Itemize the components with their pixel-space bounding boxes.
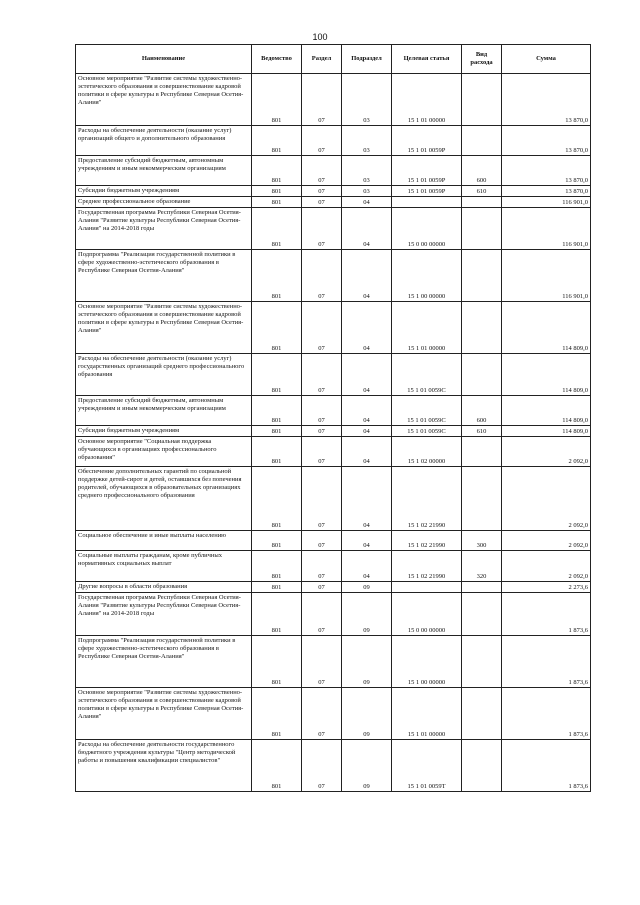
row-vid <box>462 208 502 250</box>
row-name: Расходы на обеспечение деятельности (оказание услуг) организаций общего и дополнительного образования <box>76 126 252 156</box>
row-vid: 600 <box>462 156 502 186</box>
row-podrazdel: 03 <box>342 156 392 186</box>
row-razdel: 07 <box>302 156 342 186</box>
row-statya: 15 1 01 0059С <box>392 426 462 437</box>
row-summa: 114 809,0 <box>502 396 591 426</box>
row-vedomstvo: 801 <box>252 197 302 208</box>
row-summa: 2 092,0 <box>502 467 591 531</box>
row-vid <box>462 126 502 156</box>
table-row <box>76 636 591 688</box>
row-razdel: 07 <box>302 250 342 302</box>
row-vid: 300 <box>462 531 502 551</box>
row-podrazdel: 04 <box>342 437 392 467</box>
budget-table <box>75 44 591 792</box>
row-name: Предоставление субсидий бюджетным, автономным учреждениям и иным некоммерческим организациям <box>76 396 252 426</box>
table-row <box>76 396 591 426</box>
row-name: Другие вопросы в области образования <box>76 582 252 593</box>
row-statya <box>392 197 462 208</box>
row-vedomstvo: 801 <box>252 688 302 740</box>
row-summa: 1 873,6 <box>502 688 591 740</box>
row-statya: 15 0 00 00000 <box>392 208 462 250</box>
row-podrazdel: 09 <box>342 582 392 593</box>
row-razdel: 07 <box>302 302 342 354</box>
row-vid <box>462 636 502 688</box>
row-name: Основное мероприятие "Развитие системы художественно- эстетического образования и совершенствование кадровой политики в сфере культуры в Республике Северная Осетия-Алания" <box>76 74 252 126</box>
row-statya: 15 1 01 00000 <box>392 302 462 354</box>
row-vid <box>462 354 502 396</box>
table-row <box>76 531 591 551</box>
row-name: Государственная программа Республики Северная Осетия-Алания "Развитие культуры Республики Северная Осетия-Алания" на 2014-2018 годы <box>76 208 252 250</box>
row-podrazdel: 04 <box>342 467 392 531</box>
row-summa: 2 273,6 <box>502 582 591 593</box>
header-name: Наименование <box>76 45 252 74</box>
row-vedomstvo: 801 <box>252 250 302 302</box>
row-vedomstvo: 801 <box>252 593 302 636</box>
header-vedomstvo: Ведомство <box>252 45 302 74</box>
row-vid: 610 <box>462 186 502 197</box>
row-summa: 116 901,0 <box>502 197 591 208</box>
row-razdel: 07 <box>302 74 342 126</box>
row-razdel: 07 <box>302 437 342 467</box>
row-name: Основное мероприятие "Развитие системы художественно-эстетического образования и совершенствование кадровой политики в сфере культуры в Республике Северная Осетия-Алания" <box>76 688 252 740</box>
header-razdel: Раздел <box>302 45 342 74</box>
row-statya: 15 1 01 0059С <box>392 354 462 396</box>
row-vid <box>462 467 502 531</box>
row-summa: 114 809,0 <box>502 354 591 396</box>
header-summa: Сумма <box>502 45 591 74</box>
row-name: Основное мероприятие "Социальная поддержка обучающихся в организациях профессионального образования" <box>76 437 252 467</box>
row-summa: 116 901,0 <box>502 208 591 250</box>
table-row <box>76 354 591 396</box>
row-summa: 2 092,0 <box>502 531 591 551</box>
page-number: 100 <box>312 32 328 42</box>
row-summa: 13 870,0 <box>502 126 591 156</box>
row-vedomstvo: 801 <box>252 208 302 250</box>
row-razdel: 07 <box>302 531 342 551</box>
row-vid <box>462 74 502 126</box>
table-row <box>76 302 591 354</box>
row-name: Основное мероприятие "Развитие системы художественно-эстетического образования и совершенствование кадровой политики в сфере культуры в Республике Северная Осетия-Алания" <box>76 302 252 354</box>
row-vid <box>462 593 502 636</box>
row-vid <box>462 437 502 467</box>
header-statya: Целевая статья <box>392 45 462 74</box>
table-row <box>76 156 591 186</box>
header-podrazdel: Подраздел <box>342 45 392 74</box>
row-razdel: 07 <box>302 208 342 250</box>
row-statya: 15 1 01 0059Р <box>392 126 462 156</box>
table-row <box>76 126 591 156</box>
header-vid: Вид расхода <box>462 45 502 74</box>
row-razdel: 07 <box>302 740 342 792</box>
table-row <box>76 688 591 740</box>
row-name: Субсидии бюджетным учреждениям <box>76 426 252 437</box>
row-vedomstvo: 801 <box>252 582 302 593</box>
row-statya: 15 1 01 00000 <box>392 688 462 740</box>
row-name: Государственная программа Республики Северная Осетия-Алания "Развитие культуры Республики Северная Осетия-Алания" на 2014-2018 годы <box>76 593 252 636</box>
row-podrazdel: 03 <box>342 74 392 126</box>
row-name: Предоставление субсидий бюджетным, автономным учреждениям и иным некоммерческим организациям <box>76 156 252 186</box>
row-razdel: 07 <box>302 593 342 636</box>
row-razdel: 07 <box>302 426 342 437</box>
row-statya: 15 1 02 21990 <box>392 467 462 531</box>
row-statya: 15 1 00 00000 <box>392 250 462 302</box>
row-statya: 15 1 02 21990 <box>392 551 462 582</box>
row-statya: 15 1 02 00000 <box>392 437 462 467</box>
table-row <box>76 467 591 531</box>
row-statya: 15 1 02 21990 <box>392 531 462 551</box>
row-summa: 1 873,6 <box>502 740 591 792</box>
row-summa: 2 092,0 <box>502 551 591 582</box>
row-vid: 320 <box>462 551 502 582</box>
row-vedomstvo: 801 <box>252 396 302 426</box>
row-podrazdel: 04 <box>342 551 392 582</box>
table-row <box>76 437 591 467</box>
row-summa: 116 901,0 <box>502 250 591 302</box>
table-row <box>76 186 591 197</box>
row-podrazdel: 09 <box>342 688 392 740</box>
row-vedomstvo: 801 <box>252 74 302 126</box>
table-row <box>76 582 591 593</box>
row-name: Обеспечение дополнительных гарантий по социальной поддержке детей-сирот и детей, оставшихся без попечения родителей, обучающихся в образовательных организациях среднего профессионального образования <box>76 467 252 531</box>
table-row <box>76 250 591 302</box>
table-row <box>76 740 591 792</box>
row-vid <box>462 740 502 792</box>
row-name: Подпрограмма "Реализация государственной политики в сфере художественно-эстетического образования в Республике Северная Осетия-Алания" <box>76 636 252 688</box>
row-podrazdel: 03 <box>342 126 392 156</box>
row-summa: 114 809,0 <box>502 302 591 354</box>
row-podrazdel: 09 <box>342 636 392 688</box>
row-vid <box>462 688 502 740</box>
row-summa: 13 870,0 <box>502 186 591 197</box>
row-razdel: 07 <box>302 688 342 740</box>
row-vid: 600 <box>462 396 502 426</box>
row-podrazdel: 04 <box>342 250 392 302</box>
table-header-row <box>76 45 591 74</box>
row-name: Социальные выплаты гражданам, кроме публичных нормативных социальных выплат <box>76 551 252 582</box>
row-vedomstvo: 801 <box>252 186 302 197</box>
row-name: Среднее профессиональное образование <box>76 197 252 208</box>
row-podrazdel: 04 <box>342 396 392 426</box>
row-podrazdel: 04 <box>342 197 392 208</box>
row-vedomstvo: 801 <box>252 426 302 437</box>
row-summa: 114 809,0 <box>502 426 591 437</box>
row-razdel: 07 <box>302 197 342 208</box>
row-statya <box>392 582 462 593</box>
row-podrazdel: 09 <box>342 593 392 636</box>
row-vid: 610 <box>462 426 502 437</box>
row-podrazdel: 04 <box>342 426 392 437</box>
row-razdel: 07 <box>302 126 342 156</box>
row-vedomstvo: 801 <box>252 126 302 156</box>
row-summa: 1 873,6 <box>502 636 591 688</box>
row-vedomstvo: 801 <box>252 467 302 531</box>
table-row <box>76 593 591 636</box>
row-name: Расходы на обеспечение деятельности государственного бюджетного учреждения культуры "Центр методической работы и повышения квалификации специалистов" <box>76 740 252 792</box>
row-vid <box>462 197 502 208</box>
row-podrazdel: 09 <box>342 740 392 792</box>
row-vid <box>462 582 502 593</box>
table-row <box>76 551 591 582</box>
row-vedomstvo: 801 <box>252 354 302 396</box>
row-name: Расходы на обеспечение деятельности (оказание услуг) государственных организаций среднего профессионального образования <box>76 354 252 396</box>
row-razdel: 07 <box>302 396 342 426</box>
row-razdel: 07 <box>302 582 342 593</box>
row-vedomstvo: 801 <box>252 302 302 354</box>
row-vedomstvo: 801 <box>252 551 302 582</box>
table-row <box>76 197 591 208</box>
row-razdel: 07 <box>302 186 342 197</box>
table-row <box>76 74 591 126</box>
row-summa: 2 092,0 <box>502 437 591 467</box>
row-podrazdel: 04 <box>342 531 392 551</box>
row-vid <box>462 250 502 302</box>
row-name: Подпрограмма "Реализация государственной политики в сфере художественно-эстетического образования в Республике Северная Осетия-Алания" <box>76 250 252 302</box>
row-podrazdel: 04 <box>342 208 392 250</box>
row-razdel: 07 <box>302 467 342 531</box>
row-name: Социальное обеспечение и иные выплаты населению <box>76 531 252 551</box>
row-statya: 15 1 01 00000 <box>392 74 462 126</box>
row-statya: 15 1 01 0059Р <box>392 186 462 197</box>
row-summa: 1 873,6 <box>502 593 591 636</box>
row-statya: 15 1 01 0059Т <box>392 740 462 792</box>
row-razdel: 07 <box>302 636 342 688</box>
row-podrazdel: 04 <box>342 354 392 396</box>
row-vedomstvo: 801 <box>252 740 302 792</box>
row-vedomstvo: 801 <box>252 437 302 467</box>
row-statya: 15 1 01 0059Р <box>392 156 462 186</box>
table-row <box>76 426 591 437</box>
row-razdel: 07 <box>302 354 342 396</box>
row-name: Субсидии бюджетным учреждениям <box>76 186 252 197</box>
row-vedomstvo: 801 <box>252 156 302 186</box>
row-vid <box>462 302 502 354</box>
row-summa: 13 870,0 <box>502 74 591 126</box>
row-statya: 15 0 00 00000 <box>392 593 462 636</box>
row-podrazdel: 04 <box>342 302 392 354</box>
row-summa: 13 870,0 <box>502 156 591 186</box>
row-razdel: 07 <box>302 551 342 582</box>
row-podrazdel: 03 <box>342 186 392 197</box>
row-vedomstvo: 801 <box>252 531 302 551</box>
row-statya: 15 1 00 00000 <box>392 636 462 688</box>
table-row <box>76 208 591 250</box>
row-vedomstvo: 801 <box>252 636 302 688</box>
row-statya: 15 1 01 0059С <box>392 396 462 426</box>
